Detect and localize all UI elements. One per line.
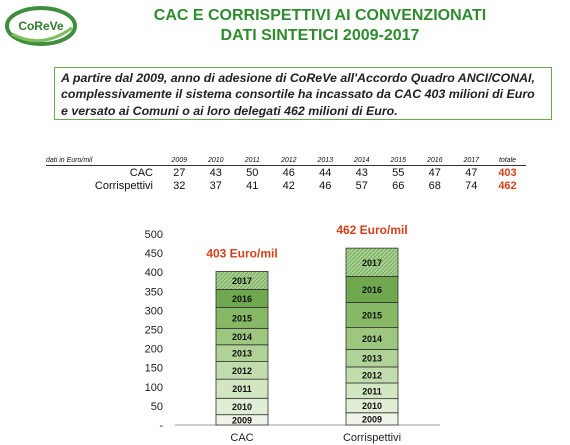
- table-cell: 66: [392, 179, 405, 192]
- table-cell: 43: [209, 166, 222, 179]
- x-category-label: Corrispettivi: [342, 432, 402, 444]
- segment-label: 2014: [231, 332, 253, 343]
- year-header: 2013: [307, 155, 344, 166]
- segment-label: 2010: [231, 401, 253, 412]
- title-line-2: DATI SINTETICI 2009-2017: [220, 27, 420, 44]
- row-label: CAC: [129, 166, 153, 179]
- year-header: 2012: [271, 155, 308, 166]
- y-tick-label: 250: [144, 324, 163, 337]
- year-header: 2010: [198, 155, 235, 166]
- table-cell: 57: [355, 179, 368, 192]
- total-header: totale: [490, 155, 526, 166]
- y-tick-label: 350: [144, 286, 163, 299]
- table-cell: 41: [246, 179, 259, 192]
- table-cell: 42: [282, 179, 295, 192]
- table-cell: 27: [173, 166, 186, 179]
- y-tick-label: 150: [144, 362, 163, 375]
- year-header: 2011: [234, 155, 271, 166]
- segment-label: 2012: [231, 365, 253, 376]
- table-cell: 68: [428, 179, 441, 192]
- row-label: Corrispettivi: [94, 179, 153, 192]
- segment-label: 2017: [231, 275, 253, 286]
- bar-total-label: 403 Euro/mil: [206, 246, 278, 261]
- table-cell: 47: [428, 166, 441, 179]
- y-tick-label: -: [159, 420, 163, 432]
- unit-label: dati in Euro/mil: [46, 155, 161, 166]
- table-cell: 32: [173, 179, 186, 192]
- segment-label: 2015: [361, 310, 383, 321]
- year-header: 2014: [344, 155, 381, 166]
- segment-label: 2012: [361, 370, 383, 381]
- y-tick-label: 100: [144, 381, 163, 394]
- y-tick-label: 200: [144, 343, 163, 356]
- x-category-label: CAC: [230, 432, 254, 444]
- logo-text: CoReVe: [18, 19, 64, 33]
- table-cell: 55: [392, 166, 405, 179]
- table-cell: 50: [246, 166, 259, 179]
- segment-label: 2009: [361, 414, 383, 425]
- y-tick-label: 300: [144, 305, 163, 318]
- segment-label: 2011: [232, 384, 252, 395]
- y-tick-label: 400: [144, 267, 163, 280]
- segment-label: 2015: [231, 313, 253, 324]
- row-total: 403: [498, 166, 517, 179]
- title-line-1: CAC E CORRISPETTIVI AI CONVENZIONATI: [153, 7, 487, 24]
- segment-label: 2016: [231, 293, 253, 304]
- table-cell: 44: [319, 166, 332, 179]
- segment-label: 2010: [361, 401, 383, 412]
- year-header: 2016: [417, 155, 454, 166]
- y-tick-label: 450: [144, 248, 163, 261]
- table-cell: 74: [465, 179, 478, 192]
- year-header: 2017: [453, 155, 490, 166]
- segment-label: 2013: [231, 348, 253, 359]
- segment-label: 2016: [361, 284, 383, 295]
- row-total: 462: [498, 179, 517, 192]
- segment-label: 2017: [361, 257, 383, 268]
- table-cell: 46: [282, 166, 295, 179]
- table-cell: 46: [319, 179, 332, 192]
- y-tick-label: 500: [144, 229, 163, 241]
- y-tick-label: 50: [150, 400, 163, 413]
- segment-label: 2009: [231, 415, 253, 426]
- table-cell: 37: [209, 179, 222, 192]
- segment-label: 2013: [361, 353, 383, 364]
- intro-text: A partire dal 2009, anno di adesione di CoReVe all'Accordo Quadro ANCI/CONAI, complessivamente il sistema consortile ha incassato da CAC 403 milioni di Euro e versato ai Comuni o ai loro delegati 462 milioni di Euro.: [54, 67, 552, 120]
- table-cell: 47: [465, 166, 478, 179]
- segment-label: 2014: [361, 333, 383, 344]
- segment-label: 2011: [362, 386, 382, 397]
- bar-total-label: 462 Euro/mil: [336, 223, 408, 238]
- table-cell: 43: [355, 166, 368, 179]
- year-header: 2015: [380, 155, 417, 166]
- year-header: 2009: [161, 155, 198, 166]
